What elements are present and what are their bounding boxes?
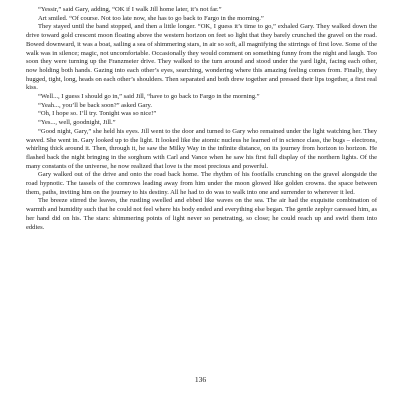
paragraph-walk-home: They stayed until the band stopped, and then a little longer. “OK, I guess it’s time to go,” exhaled Gary. They walked down the drive toward gold crescent moon floating above the western horizon on feet so light that they barely crunched the gravel on the road. Bowed downward, it was a boat, sailing a sea of shimmering stars, in air so soft, all magnifying the stirrings of first love. Some of the walk was in silence; magic, not uncomfortable. Occasionally they would comment on something funny from the night and laugh. Too soon they were turning up the Franzmeier drive. They walked to the turn around and stood under the yard light, facing each other, now holding both hands. Gazing into each other’s eyes, searching, wondering where this amazing feeling comes from. Finally, they hugged, tight, long, heads on each other’s shoulders. Then separated and both drew together and pressed their lips together, a first real kiss. [26,23,377,92]
paragraph-walk-out: Gary walked out of the drive and onto the road back home. The rhythm of his footfalls crunching on the gravel alongside the road hypnotic. The tassels of the cornrows leading away from him under the moon glowed like golden crowns. the space between them, paths, inviting him on the journey to his destiny. All he had to do was to walk into one and surrender to wherever it led. [26,171,377,196]
paragraph-good-night-gary: “Good night, Gary,” she held his eyes. Jill went to the door and turned to Gary who remained under the light watching her. They waved. She went in. Gary looked up to the light. It looked like the atomic nucleus he learned of in science class, the bugs – electrons, whirling thick around it. Then, through it, he saw the Milky Way in the infinite distance, on its journey from horizon to horizon. He flashed back the night bringing in the sorghum with Carl and Vance when he saw his first full display of the northern lights. Of the many constants of the universe, he now realized that love is the most precious and powerful. [26,127,377,170]
paragraph-art-smiled: Art smiled. “Of course. Not too late now, she has to go back to Fargo in the morning.” [38,14,264,22]
paragraph-jill-go-in: “Well..., I guess I should go in,” said Jill, “have to go back to Fargo in the morning.” [38,93,260,101]
page-number: 136 [194,375,207,384]
paragraph-goodnight-jill: “Yes..., well, goodnight, Jill.” [38,119,116,127]
book-page-text [26,6,377,232]
paragraph-back-soon: “Yeah..., you’ll be back soon?” asked Gary. [38,101,152,109]
paragraph-hope-so: “Oh, I hope so. I’ll try. Tonight was so nice!” [38,110,157,118]
paragraph-yessir: “Yessir,” said Gary, adding, “OK if I walk Jill home later, it’s not far.” [38,6,222,13]
paragraph-breeze: The breeze stirred the leaves, the rustling swelled and ebbed like waves on the sea. The air had the exquisite combination of warmth and humidity such that he could not feel where his body ended and everything else began. The gentle zephyr caressed him, as her hand did on his. The stars: shimmering points of light never so penetrating, so close; he could reach up and swirl them into eddies. [26,197,377,231]
